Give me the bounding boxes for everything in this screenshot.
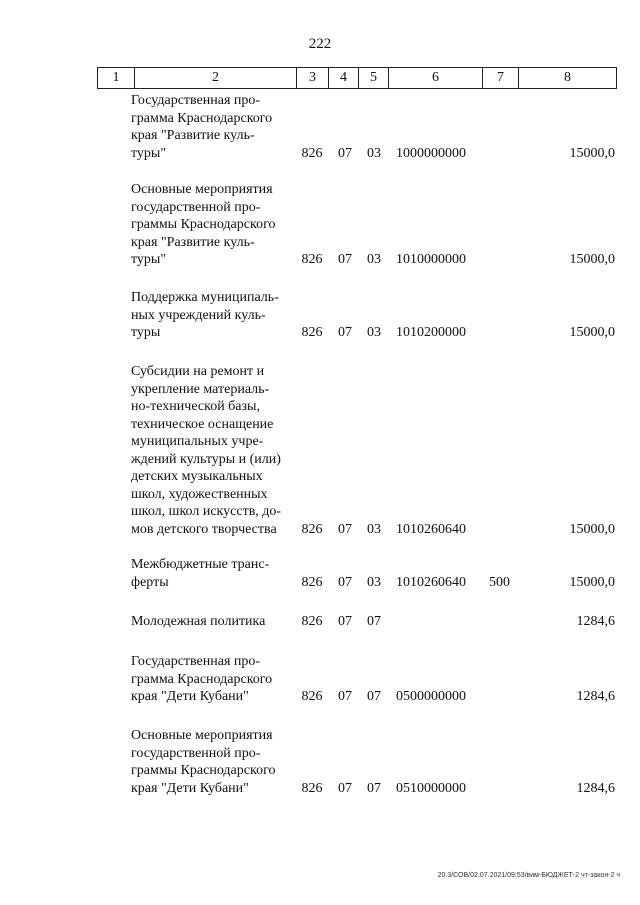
row-name-line: школ, художественных [131, 486, 268, 502]
row-name-line: школ, школ искусств, до- [131, 504, 282, 519]
page-number: 222 [308, 36, 332, 52]
cell-col-8: 15000,0 [569, 145, 615, 161]
row-name [131, 653, 294, 706]
row-name-line: Основные мероприятия [131, 182, 273, 197]
cell-col-4: 07 [338, 689, 352, 704]
cell-col-5: 03 [367, 252, 381, 267]
row-name-line: Межбюджетные транс- [131, 557, 270, 572]
cell-col-8: 1284,6 [576, 689, 615, 704]
row-name-line: государственной про- [131, 199, 261, 215]
cell-col-5: 07 [367, 689, 381, 704]
row-name-line: техническое оснащение [131, 416, 274, 432]
cell-col-6: 1010200000 [396, 325, 466, 340]
row-name [131, 92, 294, 162]
cell-col-5: 03 [367, 521, 381, 537]
row-name-line: Поддержка муниципаль- [131, 290, 279, 305]
header-cell-4: 4 [328, 68, 358, 88]
cell-col-4: 07 [338, 521, 352, 537]
header-cell-1: 1 [112, 70, 120, 85]
cell-col-4: 07 [338, 252, 352, 267]
row-name-line: края "Дети Кубани" [131, 689, 249, 704]
row-name [131, 556, 294, 591]
row-name-line: Государственная про- [131, 654, 261, 669]
row-name-line: туры [131, 325, 161, 340]
row-name-line: детских музыкальных [131, 469, 263, 484]
cell-col-5: 03 [367, 145, 381, 161]
cell-col-4: 07 [338, 325, 352, 340]
cell-col-6: 1010260640 [396, 574, 466, 590]
cell-col-3: 826 [301, 145, 323, 161]
cell-col-3: 826 [301, 780, 323, 796]
row-name-line: края "Дети Кубани" [131, 780, 249, 796]
cell-col-5: 07 [367, 614, 381, 629]
cell-col-6: 0500000000 [396, 689, 466, 704]
cell-col-6: 1000000000 [396, 145, 466, 161]
cell-col-8: 1284,6 [576, 614, 615, 629]
cell-col-7: 500 [489, 574, 510, 590]
row-name-line: туры" [131, 145, 167, 161]
row-name-line: края "Развитие куль- [131, 234, 255, 250]
header-cell-5: 5 [358, 68, 388, 88]
cell-col-3: 826 [301, 574, 323, 590]
cell-col-5: 03 [367, 574, 381, 590]
row-name [131, 289, 294, 342]
cell-col-8: 15000,0 [569, 574, 615, 590]
row-name-line: муниципальных учре- [131, 434, 264, 449]
header-cell-6: 6 [388, 68, 482, 88]
row-name-line: Государственная про- [131, 93, 261, 108]
row-name-line: грамма Краснодарского [131, 671, 273, 687]
row-name-line: государственной про- [131, 745, 261, 761]
cell-col-8: 1284,6 [576, 780, 615, 796]
header-cell-3: 3 [296, 68, 328, 88]
row-name-line: граммы Краснодарского [131, 763, 276, 778]
row-name [131, 613, 294, 631]
cell-col-6: 0510000000 [396, 780, 466, 796]
cell-col-3: 826 [301, 252, 323, 267]
header-cell-2: 2 [134, 68, 296, 88]
cell-col-6: 1010260640 [396, 521, 466, 537]
cell-col-4: 07 [338, 574, 352, 590]
cell-col-8: 15000,0 [569, 252, 615, 267]
row-name-line: туры" [131, 252, 167, 267]
cell-col-6: 1010000000 [396, 252, 466, 267]
cell-col-3: 826 [301, 325, 323, 340]
row-name [131, 727, 294, 797]
row-name-line: грамма Краснодарского [131, 110, 273, 126]
header-cell-8: 8 [518, 68, 616, 88]
cell-col-8: 15000,0 [569, 325, 615, 340]
row-name-line: ных учреждений куль- [131, 307, 266, 323]
cell-col-3: 826 [301, 689, 323, 704]
header-cell-7: 7 [482, 68, 518, 88]
cell-col-3: 826 [301, 614, 323, 629]
row-name [131, 181, 294, 269]
cell-col-5: 07 [367, 780, 381, 796]
row-name-line: граммы Краснодарского [131, 217, 276, 232]
cell-col-4: 07 [338, 145, 352, 161]
row-name-line: Основные мероприятия [131, 728, 273, 743]
cell-col-3: 826 [301, 521, 323, 537]
footer-stamp: 20.3/СОВ/02.07.2021/09:53/вим-БЮДЖЕТ-2 чт-закон-2 ч [437, 872, 620, 879]
row-name-line: ждений культуры и (или) [131, 451, 281, 467]
row-name-line: Молодежная политика [131, 614, 266, 629]
cell-col-4: 07 [338, 780, 352, 796]
cell-col-4: 07 [338, 614, 352, 629]
row-name-line: укрепление материаль- [131, 381, 270, 397]
row-name-line: края "Развитие куль- [131, 128, 255, 143]
row-name-line: ферты [131, 574, 169, 590]
cell-col-5: 03 [367, 325, 381, 340]
row-name-line: Субсидии на ремонт и [131, 364, 265, 379]
row-name [131, 363, 294, 538]
table-header [97, 67, 617, 89]
row-name-line: но-технической базы, [131, 399, 260, 414]
cell-col-8: 15000,0 [569, 521, 615, 537]
row-name-line: мов детского творчества [131, 521, 277, 537]
